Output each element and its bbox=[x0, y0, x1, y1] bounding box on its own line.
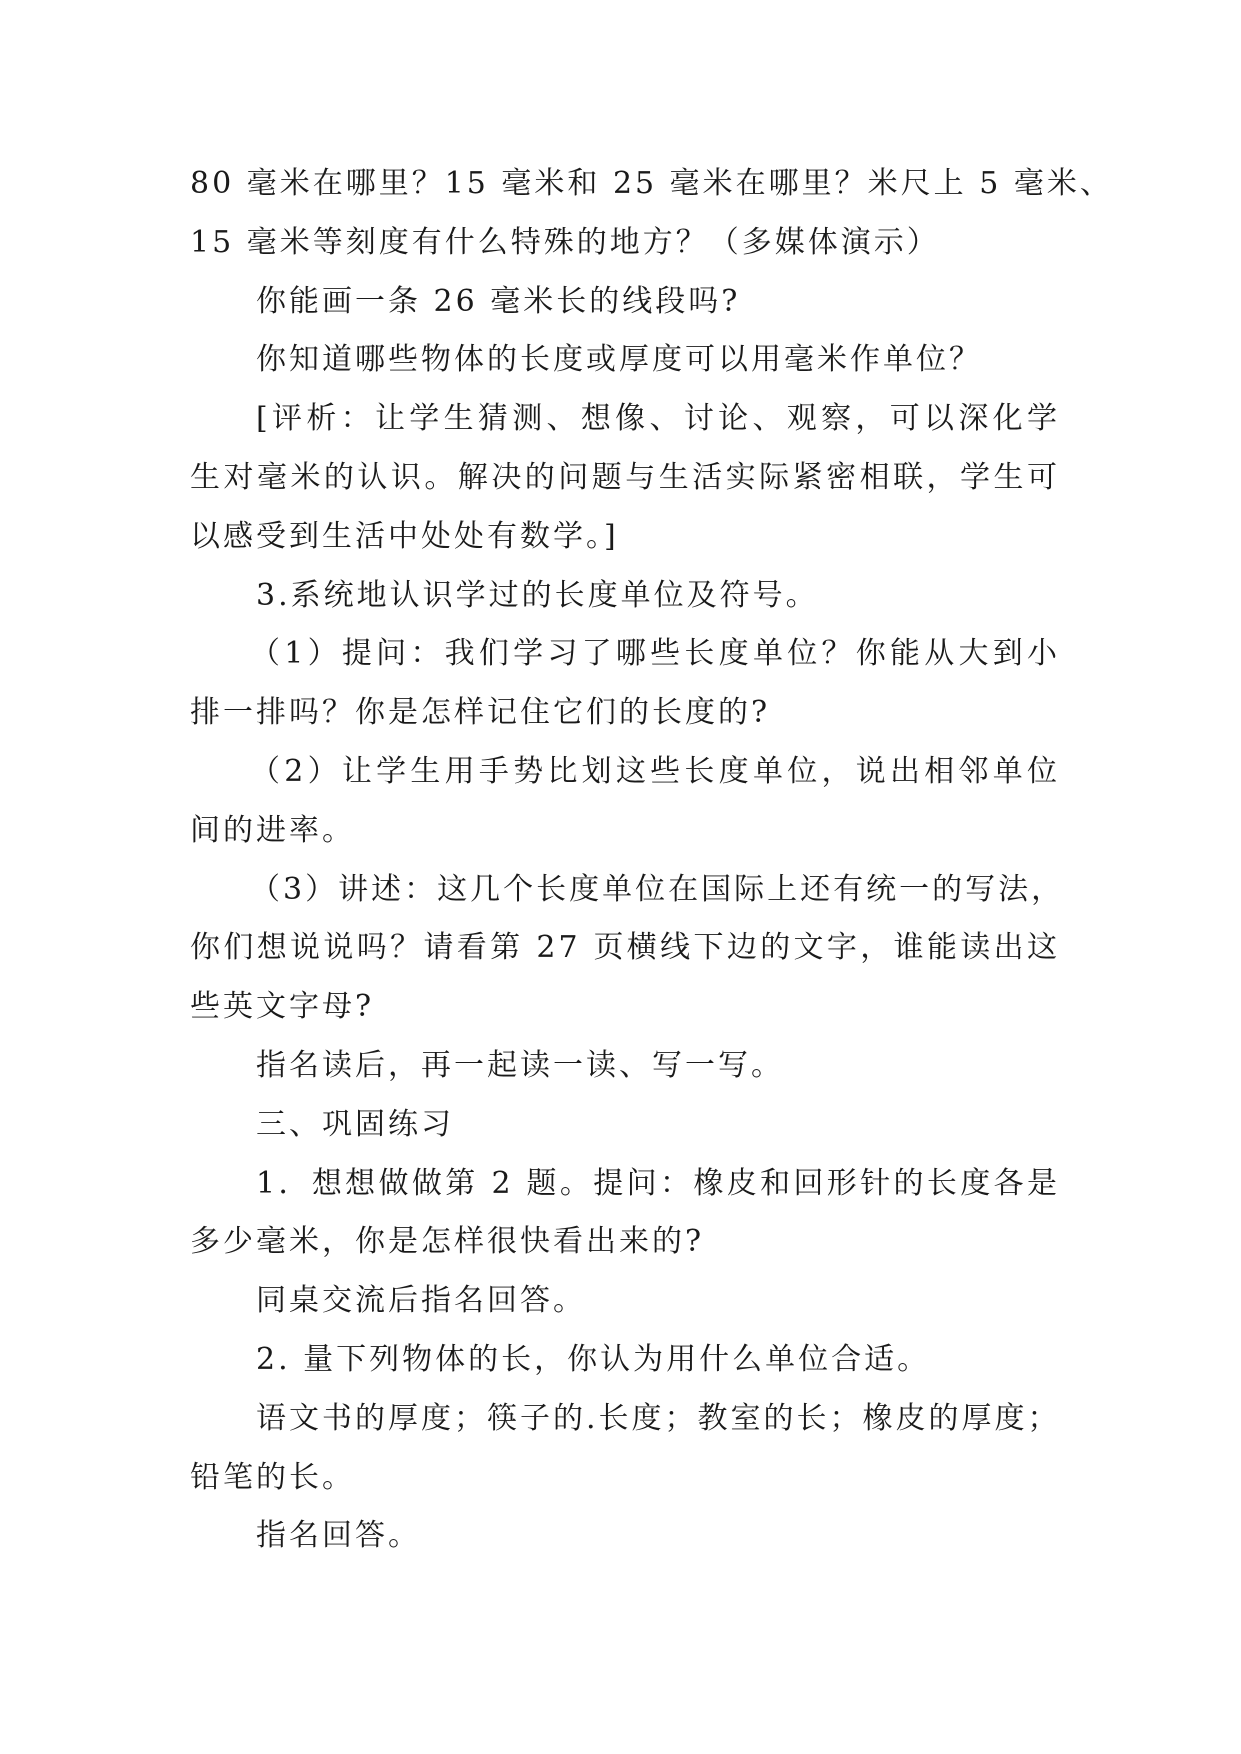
text-line: （1）提问：我们学习了哪些长度单位？你能从大到小 bbox=[250, 636, 1060, 672]
text-line: 同桌交流后指名回答。 bbox=[256, 1283, 586, 1319]
text-line: 指名读后，再一起读一读、写一写。 bbox=[256, 1047, 784, 1083]
text-line: 你能画一条 26 毫米长的线段吗? bbox=[256, 283, 741, 319]
text-line: 以感受到生活中处处有数学。] bbox=[190, 518, 619, 554]
text-line: 2. 量下列物体的长，你认为用什么单位合适。 bbox=[256, 1341, 931, 1377]
text-line: 排一排吗？你是怎样记住它们的长度的? bbox=[190, 695, 771, 731]
text-line: 指名回答。 bbox=[256, 1518, 421, 1554]
text-line: 语文书的厚度；筷子的.长度；教室的长；橡皮的厚度； bbox=[256, 1400, 1061, 1436]
text-line: 多少毫米，你是怎样很快看出来的? bbox=[190, 1224, 705, 1260]
text-line: 间的进率。 bbox=[190, 812, 355, 848]
text-line: 15 毫米等刻度有什么特殊的地方？（多媒体演示） bbox=[190, 224, 940, 260]
text-line: 1．想想做做第 2 题。提问：橡皮和回形针的长度各是 bbox=[256, 1165, 1060, 1201]
text-line: 三、巩固练习 bbox=[256, 1106, 454, 1142]
text-line: 些英文字母? bbox=[190, 989, 375, 1025]
text-line: 铅笔的长。 bbox=[190, 1459, 355, 1495]
text-line: （3）讲述：这几个长度单位在国际上还有统一的写法， bbox=[250, 871, 1065, 907]
text-line: [评析：让学生猜测、想像、讨论、观察，可以深化学 bbox=[256, 401, 1060, 437]
text-line: （2）让学生用手势比划这些长度单位，说出相邻单位 bbox=[250, 753, 1060, 789]
text-line: 80 毫米在哪里？15 毫米和 25 毫米在哪里？米尺上 5 毫米、 bbox=[190, 166, 1113, 201]
document-body bbox=[190, 155, 1113, 1566]
text-line: 生对毫米的认识。解决的问题与生活实际紧密相联，学生可 bbox=[190, 459, 1060, 495]
text-line: 你知道哪些物体的长度或厚度可以用毫米作单位？ bbox=[256, 342, 982, 378]
text-line: 3.系统地认识学过的长度单位及符号。 bbox=[256, 577, 819, 613]
text-line: 你们想说说吗？请看第 27 页横线下边的文字，谁能读出这 bbox=[190, 930, 1060, 966]
